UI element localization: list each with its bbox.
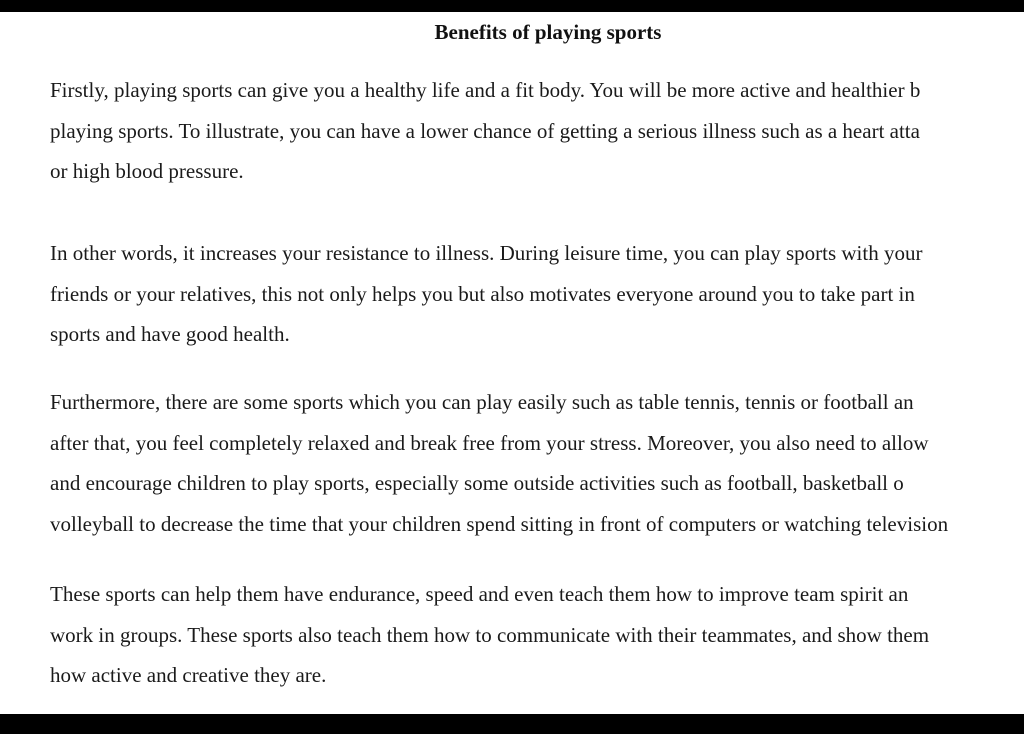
paragraph-line: work in groups. These sports also teach them how to communicate with their teammates, and show them (50, 622, 930, 647)
paragraph-line: how active and creative they are. (50, 663, 327, 687)
paragraph-line: sports and have good health. (50, 322, 290, 346)
paragraph-1 (50, 70, 920, 192)
paragraph-line: In other words, it increases your resistance to illness. During leisure time, you can play sports with your (50, 241, 923, 265)
paragraph-line: Firstly, playing sports can give you a healthy life and a fit body. You will be more active and healthier b (50, 78, 921, 102)
paragraph-line: volleyball to decrease the time that your children spend sitting in front of computers or watching television (50, 511, 949, 536)
paragraph-3 (50, 382, 948, 544)
paragraph-line: or high blood pressure. (50, 159, 244, 183)
document-page (0, 12, 1024, 714)
paragraph-line: These sports can help them have endurance, speed and even teach them how to improve team spirit an (50, 582, 909, 606)
paragraph-line: Furthermore, there are some sports which you can play easily such as table tennis, tennis or football an (50, 390, 914, 414)
paragraph-line: friends or your relatives, this not only helps you but also motivates everyone around you to take part in (50, 281, 915, 306)
paragraph-line: playing sports. To illustrate, you can have a lower chance of getting a serious illness such as a heart atta (50, 118, 920, 143)
paragraph-4 (50, 574, 929, 696)
paragraph-2 (50, 233, 922, 355)
document-title: Benefits of playing sports (434, 20, 662, 44)
paragraph-line: after that, you feel completely relaxed and break free from your stress. Moreover, you also need to allow (50, 430, 929, 455)
paragraph-line: and encourage children to play sports, especially some outside activities such as football, basketball o (50, 471, 904, 495)
